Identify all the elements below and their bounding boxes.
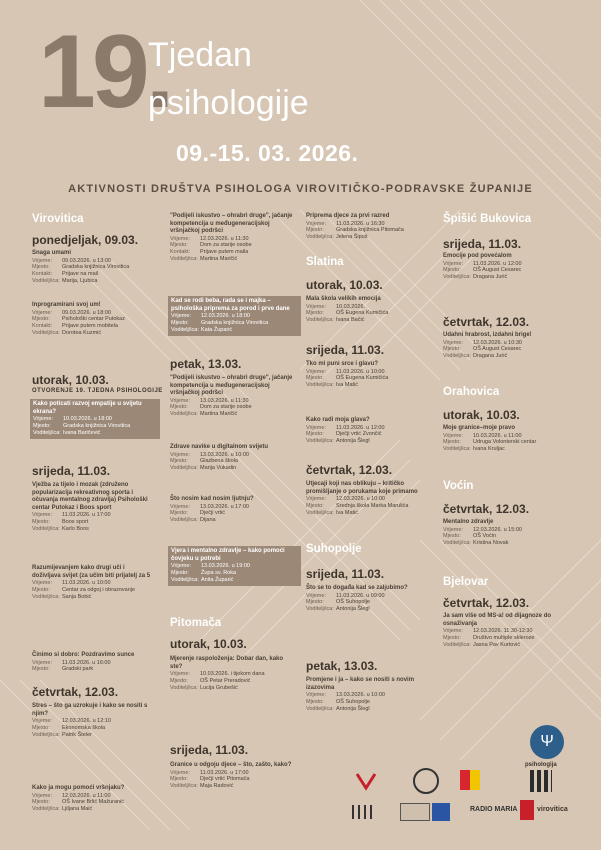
event-block: Kako radi moja glava? Vrijeme: 11.03.2026. u 12:00 Mjesto: Dječji vrtić Zvončić Voditelj/ica: Antonija Šlegl bbox=[306, 417, 430, 445]
event-title: Kako poticati razvoj empatije u svijetu ekrana? bbox=[33, 401, 142, 415]
event-title: "Podijeli iskustvo – ohrabri druge", jačanje kompetencija u međugeneracijskoj vršnjačkoj podršci bbox=[170, 213, 293, 234]
day-heading: srijeda, 11.03. bbox=[306, 343, 385, 357]
town-vocin: Voćin bbox=[443, 480, 474, 492]
event-block: Mjerenje raspoloženja: Dobar dan, kako ste? Vrijeme: 10.03.2026. i tijekom dana Mjesto: OŠ Petar Preradović Voditelj/ica: Lucija Grubešić bbox=[170, 656, 295, 692]
event-title: Mala škola velikih emocija bbox=[306, 296, 381, 302]
event-title: Kako ja mogu pomoći vršnjaku? bbox=[32, 785, 125, 791]
event-title: Ja sam više od MS-a! od dijagnoze do osnaživanja bbox=[443, 613, 552, 627]
town-pitomaca: Pitomača bbox=[170, 617, 222, 629]
virovitica-logo: virovitica bbox=[537, 806, 568, 813]
event-block: Vježba za tijelo i mozak (združeno popularizacija rekreativnog sporta i očuvanja mentalnog zdravlja) Psihološki centar Putokaz i Boos sport Vrijeme: 11.03.2026. u 17:00 Mjesto: Boos sport Voditelj/ica: Karlo Boos bbox=[32, 482, 154, 533]
town-bjelovar: Bjelovar bbox=[443, 576, 489, 588]
event-title: Stres – što ga uzrokuje i kako se nositi s njim? bbox=[32, 703, 148, 717]
town-suhopolje: Suhopolje bbox=[306, 543, 362, 555]
event-title: Udahni hrabrost, izdahni brige! bbox=[443, 332, 532, 338]
coat-of-arms-icon bbox=[400, 803, 430, 821]
building-logo-icon bbox=[350, 803, 378, 821]
event-title: "Podijeli iskustvo – ohrabri druge", jačanje kompetencija u međugeneracijskoj vršnjačkoj podršci bbox=[170, 375, 293, 396]
event-block: Inprogramirani svoj um! Vrijeme: 09.03.2026. u 18:00 Mjesto: Psihološki centar Putokaz Kontakt: Prijave putem mobitela Voditelj/ica: Dorotea Kuzmić bbox=[32, 302, 152, 337]
day-heading: ponedjeljak, 09.03. bbox=[32, 233, 139, 247]
town-orahovica: Orahovica bbox=[443, 386, 500, 398]
edition-number: 19. bbox=[38, 14, 171, 130]
event-block: Što se to događa kad se zaljubimo? Vrijeme: 11.03.2026. u 09:00 Mjesto: OŠ Suhopolje Voditelj/ica: Antonija Šlegl bbox=[306, 585, 430, 613]
day-heading: srijeda, 11.03. bbox=[32, 464, 111, 478]
event-title: Mjerenje raspoloženja: Dobar dan, kako ste? bbox=[170, 656, 284, 670]
event-title: Vježba za tijelo i mozak (združeno popularizacija rekreativnog sporta i očuvanja mentalnog zdravlja) Psihološki centar Putokaz i Boos sport bbox=[32, 482, 148, 511]
day-heading: srijeda, 11.03. bbox=[306, 567, 385, 581]
event-title: Razumijevanjem kako drugi uči i doživljava svijet (za učim biti prijatelj za 5 bbox=[32, 565, 151, 579]
event-title: Snaga umami bbox=[32, 250, 72, 256]
event-block: Razumijevanjem kako drugi uči i doživljava svijet (za učim biti prijatelj za 5 Vrijeme: 11.03.2026. u 10:00 Mjesto: Centar za odgoj i obrazovanje Voditelj/ica: Sanja Bobić bbox=[32, 565, 154, 601]
event-block: Kako ja mogu pomoći vršnjaku? Vrijeme: 12.03.2026. u 11:00 Mjesto: OŠ Ivane Brlić Mažuranić Voditelj/ica: Ljiljana Maić bbox=[32, 785, 154, 813]
highlight-event: Kako poticati razvoj empatije u svijetu ekrana? Vrijeme: 10.03.2026. u 18:00 Mjesto: Gradska knjižnica Virovitica Voditelj/ica: Ivana Baričević bbox=[30, 399, 160, 439]
event-block: "Podijeli iskustvo – ohrabri druge", jačanje kompetencija u međugeneracijskoj vršnjačkoj podršci Vrijeme: 12.03.2026. u 11:30 Mjesto: Dom za starije osobe Kontakt: Prijave putem maila Voditelj/ica: Martina Maričić bbox=[170, 213, 295, 263]
event-block: Granice u odgoju djece – što, zašto, kako? Vrijeme: 11.03.2026. u 17:00 Mjesto: Dječji vrtić Pitomača Voditelj/ica: Maja Radović bbox=[170, 762, 295, 790]
event-block: Emocije pod povećalom Vrijeme: 11.03.2026. u 12:00 Mjesto: OŠ August Cesarec Voditelj/ica: Dragana Jurić bbox=[443, 253, 571, 281]
highlight-event: Kad se rodi beba, rada se i majka – psihološka priprema za porod i prve dane Vrijeme: 12.03.2026. u 18:00 Mjesto: Gradska knjižnica Virovitica Voditelj/ica: Kata Župarić bbox=[168, 296, 301, 336]
event-block: Utjecaji koji nas oblikuju – kritičko promišljanje o porukama koje primamo Vrijeme: 12.03.2026. u 10:00 Mjesto: Srednja škola Marka Marulića Voditelj/ica: Iva Matić bbox=[306, 481, 430, 517]
event-block: Mentalno zdravlje Vrijeme: 12.03.2026. u 15:00 Mjesto: OŠ Voćin Voditelj/ica: Kristina Novak bbox=[443, 519, 571, 547]
event-block: Zdrave navike u digitalnom svijetu Vrijeme: 13.03.2026. u 10:00 Mjesto: Glazbena škola Voditelj/ica: Marija Vukadin bbox=[170, 444, 295, 472]
event-title: Kako radi moja glava? bbox=[306, 417, 370, 423]
event-title: Što se to događa kad se zaljubimo? bbox=[306, 585, 408, 591]
day-heading: petak, 13.03. bbox=[170, 357, 242, 371]
event-block: Snaga umami Vrijeme: 09.03.2026. u 13:00 Mjesto: Gradska knjižnica Virovitica Kontakt: Prijave na mail Voditelj/ica: Marija, Ljubica bbox=[32, 250, 152, 285]
event-title: Inprogramirani svoj um! bbox=[32, 302, 101, 308]
event-block: Stres – što ga uzrokuje i kako se nositi s njim? Vrijeme: 12.03.2026. u 12:10 Mjesto: Ekonomska škola Voditelj/ica: Patrik Šteler bbox=[32, 703, 154, 739]
day-heading: utorak, 10.03. bbox=[443, 408, 520, 422]
psihologija-logo-icon: Ψ bbox=[530, 725, 564, 759]
event-block: Promjene i ja – kako se nositi s novim izazovima Vrijeme: 13.03.2026. u 10:00 Mjesto: OŠ Suhopolje Voditelj/ica: Antonija Šlegl bbox=[306, 677, 430, 713]
event-title: Utjecaji koji nas oblikuju – kritičko promišljanje o porukama koje primamo bbox=[306, 481, 418, 495]
highlight-event: Vjera i mentalno zdravlje – kako pomoći čovjeku u potrebi Vrijeme: 13.03.2026. u 19:00 Mjesto: Župa sv. Roka Voditelj/ica: Anita Župarić bbox=[168, 546, 301, 586]
event-block: Što nosim kad nosim ljutnju? Vrijeme: 13.03.2026. u 17:00 Mjesto: Dječji vrtić Voditelj/ica: Dijana bbox=[170, 496, 295, 524]
radio-maria-logo: RADIO MARIA bbox=[470, 806, 518, 813]
day-heading: srijeda, 11.03. bbox=[443, 237, 522, 251]
event-block: Udahni hrabrost, izdahni brige! Vrijeme: 12.03.2026. u 10:30 Mjesto: OŠ August Cesarec Voditelj/ica: Dragana Jurić bbox=[443, 332, 571, 360]
grid-logo-icon bbox=[530, 770, 552, 792]
event-title: Vjera i mentalno zdravlje – kako pomoći čovjeku u potrebi bbox=[171, 548, 285, 562]
event-title: Moje granice–moje pravo bbox=[443, 425, 516, 431]
day-heading: srijeda, 11.03. bbox=[170, 743, 249, 757]
town-slatina: Slatina bbox=[306, 256, 344, 268]
day-heading: utorak, 10.03. bbox=[32, 373, 109, 387]
day-heading: četvrtak, 12.03. bbox=[443, 596, 530, 610]
event-dates: 09.-15. 03. 2026. bbox=[176, 140, 359, 166]
day-heading: utorak, 10.03. bbox=[170, 637, 247, 651]
event-block: "Podijeli iskustvo – ohrabri druge", jačanje kompetencija u međugeneracijskoj vršnjačkoj podršci Vrijeme: 13.03.2026. u 11:30 Mjesto: Dom za starije osobe Voditelj/ica: Martina Maričić bbox=[170, 375, 295, 418]
event-block: Mala škola velikih emocija Vrijeme: 10.03.2026. Mjesto: OŠ Eugena Kumičića Voditelj/ica: Ivana Bačić bbox=[306, 296, 430, 324]
event-block: Ja sam više od MS-a! od dijagnoze do osnaživanja Vrijeme: 12.03.2026. 11:30-12:30 Mjesto: Društvo multiple skleroze Voditelj/ica: Jasna Pav Kurtović bbox=[443, 613, 571, 649]
day-heading: četvrtak, 12.03. bbox=[32, 685, 119, 699]
event-block: Priprema djece za prvi razred Vrijeme: 11.03.2026. u 16:30 Mjesto: Gradska knjižnica Pitomača Voditelj/ica: Jelena Šipuš bbox=[306, 213, 430, 241]
blue-crest-icon bbox=[432, 803, 450, 821]
event-block: Činimo si dobro: Pozdravimo sunce Vrijeme: 11.03.2026. u 16:00 Mjesto: Gradski park bbox=[32, 652, 154, 673]
town-virovitica: Virovitica bbox=[32, 213, 84, 225]
event-title: Zdrave navike u digitalnom svijetu bbox=[170, 444, 269, 450]
town-spisic-bukovica: Špišić Bukovica bbox=[443, 213, 532, 225]
seal-icon bbox=[413, 768, 439, 794]
title-line-1: Tjedan bbox=[148, 36, 252, 74]
red-emblem-icon bbox=[355, 770, 377, 792]
title-line-2: psihologije bbox=[148, 84, 309, 122]
event-title: Promjene i ja – kako se nositi s novim izazovima bbox=[306, 677, 415, 691]
event-title: Mentalno zdravlje bbox=[443, 519, 494, 525]
day-heading: petak, 13.03. bbox=[306, 659, 378, 673]
colorful-logo-icon bbox=[460, 770, 480, 790]
day-heading: četvrtak, 12.03. bbox=[443, 315, 530, 329]
event-title: Priprema djece za prvi razred bbox=[306, 213, 390, 219]
event-title: Emocije pod povećalom bbox=[443, 253, 512, 259]
psihologija-logo-label: psihologija bbox=[525, 762, 557, 768]
event-title: Granice u odgoju djece – što, zašto, kako? bbox=[170, 762, 292, 768]
event-block: Moje granice–moje pravo Vrijeme: 10.03.2026. u 11:00 Mjesto: Udruga Volonterski centar Voditelj/ica: Ivana Kruljac bbox=[443, 425, 571, 453]
day-heading: četvrtak, 12.03. bbox=[306, 463, 393, 477]
subtitle: AKTIVNOSTI DRUŠTVA PSIHOLOGA VIROVITIČKO-PODRAVSKE ŽUPANIJE bbox=[68, 183, 533, 195]
day-heading: utorak, 10.03. bbox=[306, 278, 383, 292]
day-heading: četvrtak, 12.03. bbox=[443, 502, 530, 516]
event-block: Tko mi puni srce i glavu? Vrijeme: 11.03.2026. u 10:00 Mjesto: OŠ Eugena Kumičića Voditelj/ica: Iva Matić bbox=[306, 361, 430, 389]
event-title: Tko mi puni srce i glavu? bbox=[306, 361, 379, 367]
opening-label: OTVORENJE 19. TJEDNA PSIHOLOGIJE bbox=[32, 388, 163, 394]
event-title: Kad se rodi beba, rada se i majka – psihološka priprema za porod i prve dane bbox=[171, 298, 290, 312]
event-title: Što nosim kad nosim ljutnju? bbox=[170, 496, 254, 502]
event-title: Činimo si dobro: Pozdravimo sunce bbox=[32, 652, 135, 658]
red-flag-icon bbox=[520, 800, 534, 820]
